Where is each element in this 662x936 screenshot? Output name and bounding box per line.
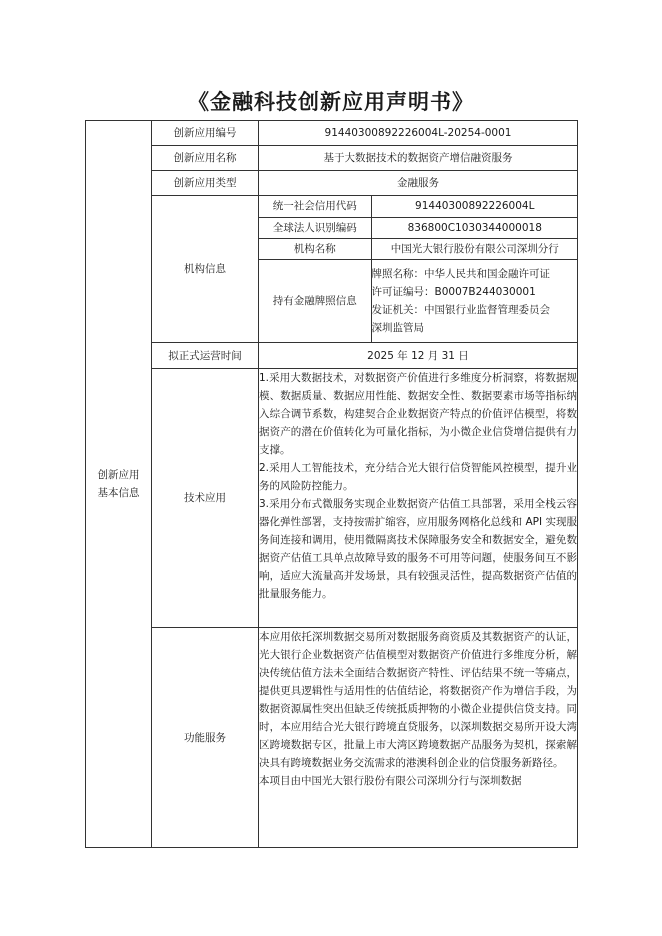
app-name-label: 创新应用名称 bbox=[152, 146, 259, 171]
lei-label: 全球法人识别编码 bbox=[259, 217, 371, 238]
credit-code-value: 91440300892226004L bbox=[371, 196, 578, 217]
row-function bbox=[86, 628, 578, 848]
org-name-label: 机构名称 bbox=[259, 238, 371, 259]
launch-label: 拟正式运营时间 bbox=[152, 343, 259, 369]
tech-content bbox=[259, 369, 578, 628]
row-launch-date bbox=[86, 343, 578, 369]
org-name-value: 中国光大银行股份有限公司深圳分行 bbox=[371, 238, 578, 259]
org-info-label: 机构信息 bbox=[152, 196, 259, 343]
row-app-name bbox=[86, 146, 578, 171]
license-label: 持有金融牌照信息 bbox=[259, 259, 371, 342]
function-content bbox=[259, 628, 578, 848]
org-info-table bbox=[259, 196, 578, 342]
app-name-value: 基于大数据技术的数据资产增信融资服务 bbox=[259, 146, 578, 171]
function-paragraph: 本应用依托深圳数据交易所对数据服务商资质及其数据资产的认证，光大银行企业数据资产估值模型对数据资产价值进行多维度分析，解决传统估值方法未全面结合数据资产特性、评估结果不统一等痛点，提供更具逻辑性与适用性的估值结论，将数据资产作为增信手段，为数据资源属性突出但缺乏传统抵质押物的小微企业提供信贷支持。同时，本应用结合光大银行跨境直贷服务，以深圳数据交易所开设大湾区跨境数据专区，批量上市大湾区跨境数据产品服务为契机，探索解决具有跨境数据业务交流需求的港澳科创企业的信贷服务新路径。 bbox=[259, 631, 577, 769]
org-info-cell bbox=[259, 196, 578, 343]
section-label-line-1: 创新应用 bbox=[97, 469, 140, 481]
row-tech bbox=[86, 369, 578, 628]
lei-value: 836800C1030344000018 bbox=[371, 217, 578, 238]
license-line-number: 许可证编号：B0007B244030001 bbox=[371, 285, 536, 298]
section-label-line-2: 基本信息 bbox=[97, 487, 140, 499]
app-number-label: 创新应用编号 bbox=[152, 121, 259, 146]
tech-paragraph: 1.采用大数据技术，对数据资产价值进行多维度分析洞察，将数据规模、数据质量、数据应用性能、数据安全性、数据要素市场等指标纳入综合调节系数，构建契合企业数据资产特点的价值评估模型，将数据资产的潜在价值转化为可量化指标，为小微企业信贷增信提供有力支撑。 bbox=[259, 372, 577, 456]
tech-paragraph: 2.采用人工智能技术，充分结合光大银行信贷智能风控模型，提升业务的风险防控能力。 bbox=[259, 462, 577, 492]
tech-paragraph: 3.采用分布式微服务实现企业数据资产估值工具部署，采用全栈云容器化弹性部署，支持按需扩缩容，应用服务网格化总线和 API 实现服务间连接和调用，使用微隔离技术保障服务安全和数据安全，避免数据资产估值工具单点故障导致的服务不可用等问题，使服务间互不影响，适应大流量高并发场景，具有较强灵活性，提高数据资产估值的批量服务能力。 bbox=[259, 498, 577, 600]
page-title: 《金融科技创新应用声明书》 bbox=[188, 90, 474, 114]
row-org-info bbox=[86, 196, 578, 343]
credit-code-label: 统一社会信用代码 bbox=[259, 196, 371, 217]
tech-label: 技术应用 bbox=[152, 369, 259, 628]
row-app-type bbox=[86, 171, 578, 196]
license-line-name: 牌照名称：中华人民共和国金融许可证 bbox=[371, 267, 550, 280]
declaration-table bbox=[85, 120, 578, 848]
license-line-issuer: 发证机关：中国银行业监督管理委员会 bbox=[371, 303, 550, 316]
launch-value: 2025 年 12 月 31 日 bbox=[259, 343, 578, 369]
row-app-number bbox=[86, 121, 578, 146]
app-number-value: 91440300892226004L-20254-0001 bbox=[259, 121, 578, 146]
app-type-label: 创新应用类型 bbox=[152, 171, 259, 196]
license-line-issuer-cont: 深圳监管局 bbox=[371, 321, 424, 334]
function-label: 功能服务 bbox=[152, 628, 259, 848]
app-type-value: 金融服务 bbox=[259, 171, 578, 196]
function-paragraph: 本项目由中国光大银行股份有限公司深圳分行与深圳数据 bbox=[259, 775, 522, 787]
license-info bbox=[371, 259, 578, 342]
section-label-cell bbox=[86, 121, 152, 848]
